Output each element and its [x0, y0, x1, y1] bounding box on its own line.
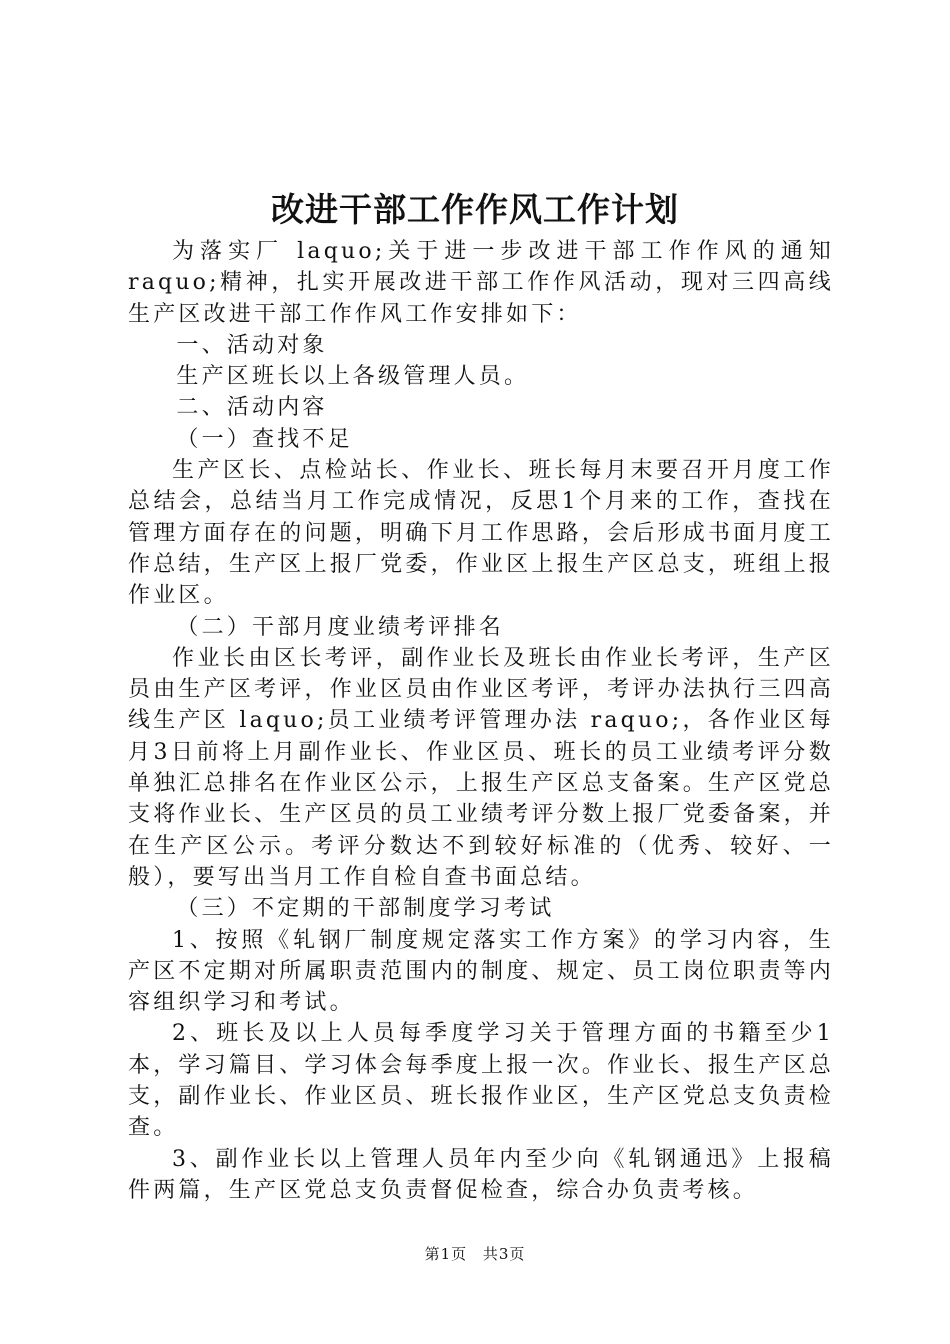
- section-heading-activity-target: 一、活动对象: [176, 332, 328, 358]
- page-total: 共3页: [482, 1245, 526, 1263]
- monthly-ranking-paragraph: 作业长由区长考评，副作业长及班长由作业长考评，生产区员由生产区考评，作业区员由作业区考评，考评办法执行三四高线生产区 laquo;员工业绩考评管理办法 raquo;，各作业区每月3日前将上月副作业长、作业区员、班长的员工业绩考评分数单独汇总排名在作业区公示，上报生产区总支备案。生产区党总支将作业长、生产区员的员工业绩考评分数上报厂党委备案，并在生产区公示。考评分数达不到较好标准的（优秀、较好、一般），要写出当月工作自检自查书面总结。: [128, 645, 834, 890]
- page-footer: [0, 1243, 950, 1265]
- page-number: 第1页: [424, 1245, 468, 1263]
- subsection-heading-find-shortcomings: （一）查找不足: [176, 426, 353, 452]
- activity-target-paragraph: 生产区班长以上各级管理人员。: [176, 364, 530, 390]
- study-exam-item-2: 2、班长及以上人员每季度学习关于管理方面的书籍至少1本，学习篇目、学习体会每季度上报一次。作业长、报生产区总支，副作业长、作业区员、班长报作业区，生产区党总支负责检查。: [128, 1021, 834, 1141]
- document-title: 改进干部工作作风工作计划: [271, 190, 679, 229]
- find-shortcomings-paragraph: 生产区长、点检站长、作业长、班长每月末要召开月度工作总结会，总结当月工作完成情况，反思1个月来的工作，查找在管理方面存在的问题，明确下月工作思路，会后形成书面月度工作总结，生产区上报厂党委，作业区上报生产区总支，班组上报作业区。: [128, 458, 834, 609]
- subsection-heading-study-exam: （三）不定期的干部制度学习考试: [176, 896, 555, 922]
- document-body: [128, 236, 834, 1206]
- section-heading-activity-content: 二、活动内容: [176, 395, 328, 421]
- study-exam-item-3: 3、副作业长以上管理人员年内至少向《轧钢通迅》上报稿件两篇，生产区党总支负责督促检查，综合办负责考核。: [128, 1146, 834, 1203]
- study-exam-item-1: 1、按照《轧钢厂制度规定落实工作方案》的学习内容，生产区不定期对所属职责范围内的制度、规定、员工岗位职责等内容组织学习和考试。: [128, 927, 834, 1016]
- intro-paragraph: 为落实厂 laquo;关于进一步改进干部工作作风的通知 raquo;精神，扎实开展改进干部工作作风活动，现对三四高线生产区改进干部工作作风工作安排如下：: [128, 239, 834, 327]
- subsection-heading-monthly-ranking: （二）干部月度业绩考评排名: [176, 614, 504, 640]
